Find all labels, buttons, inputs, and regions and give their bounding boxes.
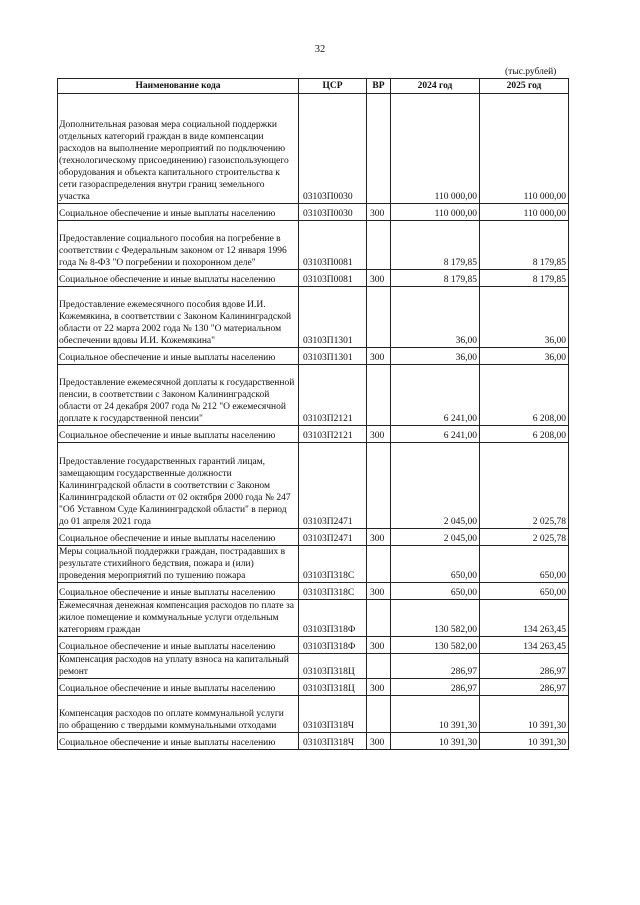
table-row bbox=[58, 365, 569, 426]
row-2024: 110 000,00 bbox=[391, 204, 480, 221]
table-row bbox=[58, 546, 569, 583]
row-2024: 650,00 bbox=[391, 583, 480, 600]
row-csr: 03103П318Ч bbox=[299, 733, 367, 750]
row-vr: 300 bbox=[367, 426, 391, 443]
row-csr: 03103П1301 bbox=[299, 287, 367, 348]
row-2025: 134 263,45 bbox=[480, 637, 569, 654]
row-vr bbox=[367, 365, 391, 426]
row-2025: 286,97 bbox=[480, 654, 569, 679]
row-2024: 2 045,00 bbox=[391, 529, 480, 546]
row-vr bbox=[367, 443, 391, 529]
row-2025: 36,00 bbox=[480, 287, 569, 348]
row-name: Социальное обеспечение и иные выплаты населению bbox=[58, 679, 299, 696]
row-2025: 110 000,00 bbox=[480, 204, 569, 221]
row-2025: 6 208,00 bbox=[480, 365, 569, 426]
row-name: Предоставление ежемесячного пособия вдове И.И. Кожемякина, в соответствии с Законом Калининградской области от 22 марта 2002 года № 130 "О материальном обеспечении вдовы И.И. Кожемякина" bbox=[58, 287, 299, 348]
row-csr: 03103П318С bbox=[299, 546, 367, 583]
row-csr: 03103П0081 bbox=[299, 270, 367, 287]
row-csr: 03103П0081 bbox=[299, 221, 367, 270]
row-name: Дополнительная разовая мера социальной поддержки отдельных категорий граждан в виде компенсации расходов на выполнение мероприятий по подключению (технологическому присоединению) газоиспользующего оборудования и объекта капитального строительства к сети газораспределения внутри границ земельного участка bbox=[58, 94, 299, 204]
row-2024: 286,97 bbox=[391, 654, 480, 679]
header-vr: ВР bbox=[367, 79, 391, 94]
row-vr bbox=[367, 696, 391, 733]
row-name: Социальное обеспечение и иные выплаты населению bbox=[58, 204, 299, 221]
row-vr bbox=[367, 94, 391, 204]
table-row bbox=[58, 696, 569, 733]
row-2025: 8 179,85 bbox=[480, 270, 569, 287]
row-2024: 6 241,00 bbox=[391, 426, 480, 443]
row-name: Меры социальной поддержки граждан, пострадавших в результате стихийного бедствия, пожара и (или) проведения мероприятий по тушению пожара bbox=[58, 546, 299, 583]
table-row bbox=[58, 443, 569, 529]
row-csr: 03103П2121 bbox=[299, 365, 367, 426]
table-row bbox=[58, 221, 569, 270]
table-row bbox=[58, 600, 569, 637]
row-vr: 300 bbox=[367, 733, 391, 750]
table-row bbox=[58, 204, 569, 221]
row-2025: 2 025,78 bbox=[480, 443, 569, 529]
row-name: Ежемесячная денежная компенсация расходов по плате за жилое помещение и коммунальные услуги отдельным категориям граждан bbox=[58, 600, 299, 637]
row-2025: 8 179,85 bbox=[480, 221, 569, 270]
page-number: 32 bbox=[314, 44, 326, 55]
table-row bbox=[58, 583, 569, 600]
row-2024: 130 582,00 bbox=[391, 600, 480, 637]
row-csr: 03103П2471 bbox=[299, 529, 367, 546]
row-name: Предоставление социального пособия на погребение в соответствии с Федеральным законом от 12 января 1996 года № 8-ФЗ "О погребении и похоронном деле" bbox=[58, 221, 299, 270]
table-row bbox=[58, 94, 569, 204]
table-header-row bbox=[58, 79, 569, 94]
table-row bbox=[58, 426, 569, 443]
row-name: Социальное обеспечение и иные выплаты населению bbox=[58, 733, 299, 750]
header-2025: 2025 год bbox=[480, 79, 569, 94]
row-2024: 36,00 bbox=[391, 348, 480, 365]
table-row bbox=[58, 529, 569, 546]
row-vr bbox=[367, 287, 391, 348]
row-name: Социальное обеспечение и иные выплаты населению bbox=[58, 426, 299, 443]
row-name: Социальное обеспечение и иные выплаты населению bbox=[58, 348, 299, 365]
row-vr: 300 bbox=[367, 679, 391, 696]
row-2025: 650,00 bbox=[480, 546, 569, 583]
row-2024: 130 582,00 bbox=[391, 637, 480, 654]
row-csr: 03103П318Ф bbox=[299, 637, 367, 654]
row-csr: 03103П318Ц bbox=[299, 679, 367, 696]
row-name: Социальное обеспечение и иные выплаты населению bbox=[58, 529, 299, 546]
unit-note: (тыс.рублей) bbox=[505, 67, 557, 77]
table-row bbox=[58, 733, 569, 750]
row-2024: 6 241,00 bbox=[391, 365, 480, 426]
row-vr: 300 bbox=[367, 637, 391, 654]
row-2024: 10 391,30 bbox=[391, 696, 480, 733]
row-vr: 300 bbox=[367, 583, 391, 600]
row-csr: 03103П0030 bbox=[299, 94, 367, 204]
row-csr: 03103П1301 bbox=[299, 348, 367, 365]
table-row bbox=[58, 679, 569, 696]
row-2025: 6 208,00 bbox=[480, 426, 569, 443]
row-vr bbox=[367, 654, 391, 679]
row-csr: 03103П0030 bbox=[299, 204, 367, 221]
table-row bbox=[58, 637, 569, 654]
row-name: Компенсация расходов по оплате коммунальной услуги по обращению с твердыми коммунальными отходами bbox=[58, 696, 299, 733]
row-vr: 300 bbox=[367, 204, 391, 221]
header-2024: 2024 год bbox=[391, 79, 480, 94]
row-csr: 03103П318Ч bbox=[299, 696, 367, 733]
table-row bbox=[58, 654, 569, 679]
table-row bbox=[58, 270, 569, 287]
table-row bbox=[58, 287, 569, 348]
header-csr: ЦСР bbox=[299, 79, 367, 94]
row-2025: 286,97 bbox=[480, 679, 569, 696]
row-2025: 110 000,00 bbox=[480, 94, 569, 204]
row-csr: 03103П318С bbox=[299, 583, 367, 600]
header-name: Наименование кода bbox=[58, 79, 299, 94]
row-name: Компенсация расходов на уплату взноса на капитальный ремонт bbox=[58, 654, 299, 679]
row-name: Социальное обеспечение и иные выплаты населению bbox=[58, 637, 299, 654]
row-2025: 10 391,30 bbox=[480, 696, 569, 733]
row-vr: 300 bbox=[367, 270, 391, 287]
row-name: Предоставление государственных гарантий лицам, замещающим государственные должности Калининградской области в соответствии с Законом Калининградской области от 02 октября 2000 года № 247 "Об Уставном Суде Калининградской области" в период до 01 апреля 2021 года bbox=[58, 443, 299, 529]
row-2024: 286,97 bbox=[391, 679, 480, 696]
row-vr: 300 bbox=[367, 348, 391, 365]
row-2025: 134 263,45 bbox=[480, 600, 569, 637]
table-row bbox=[58, 348, 569, 365]
table-body bbox=[58, 94, 569, 750]
row-2025: 2 025,78 bbox=[480, 529, 569, 546]
row-name: Социальное обеспечение и иные выплаты населению bbox=[58, 583, 299, 600]
row-2025: 36,00 bbox=[480, 348, 569, 365]
row-csr: 03103П318Ф bbox=[299, 600, 367, 637]
row-2024: 8 179,85 bbox=[391, 221, 480, 270]
row-csr: 03103П2121 bbox=[299, 426, 367, 443]
row-2025: 650,00 bbox=[480, 583, 569, 600]
budget-table bbox=[57, 78, 569, 750]
row-2024: 8 179,85 bbox=[391, 270, 480, 287]
row-csr: 03103П318Ц bbox=[299, 654, 367, 679]
row-vr bbox=[367, 600, 391, 637]
row-vr: 300 bbox=[367, 529, 391, 546]
row-name: Предоставление ежемесячной доплаты к государственной пенсии, в соответствии с Законом Калининградской области от 24 декабря 2007 года № 212 "О ежемесячной доплате к государственной пенсии" bbox=[58, 365, 299, 426]
row-2024: 36,00 bbox=[391, 287, 480, 348]
row-2024: 2 045,00 bbox=[391, 443, 480, 529]
row-2024: 110 000,00 bbox=[391, 94, 480, 204]
row-2025: 10 391,30 bbox=[480, 733, 569, 750]
row-vr bbox=[367, 546, 391, 583]
row-2024: 650,00 bbox=[391, 546, 480, 583]
row-csr: 03103П2471 bbox=[299, 443, 367, 529]
row-2024: 10 391,30 bbox=[391, 733, 480, 750]
row-name: Социальное обеспечение и иные выплаты населению bbox=[58, 270, 299, 287]
row-vr bbox=[367, 221, 391, 270]
